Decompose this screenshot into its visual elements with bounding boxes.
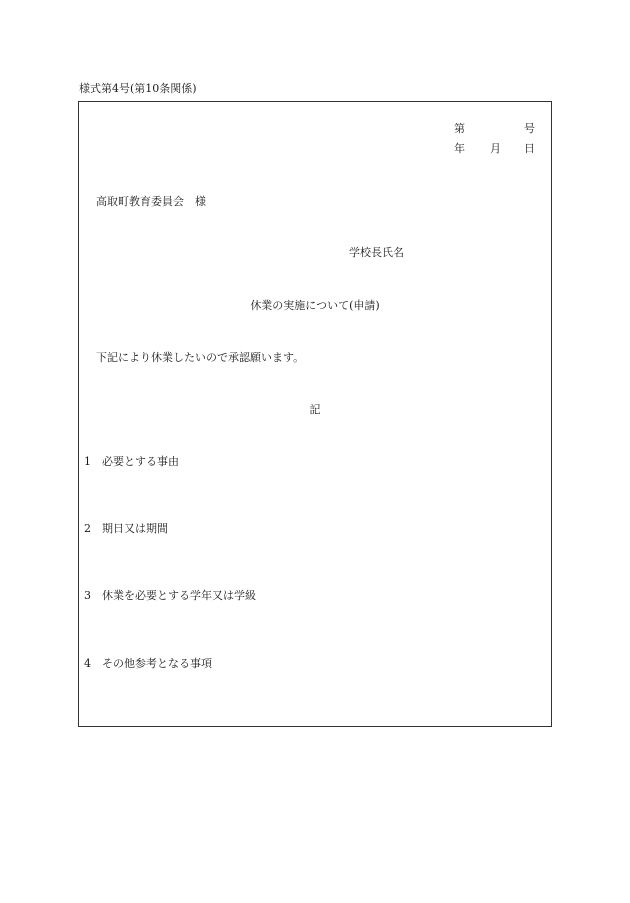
request-body: 下記により休業したいので承認願います。 <box>96 351 305 364</box>
form-number-label: 様式第4号(第10条関係) <box>79 82 197 95</box>
item-number: 4 <box>84 657 91 670</box>
item-number: 1 <box>84 455 91 468</box>
ki-heading: 記 <box>309 403 321 416</box>
item-number: 3 <box>84 589 91 602</box>
list-item <box>84 520 168 536</box>
list-item <box>84 587 256 603</box>
date-year: 年 <box>454 142 465 155</box>
addressee: 高取町教育委員会 様 <box>96 195 206 208</box>
item-text: その他参考となる事項 <box>102 657 212 670</box>
number-suffix: 号 <box>524 122 535 135</box>
principal-name-label: 学校長氏名 <box>349 246 404 259</box>
item-number: 2 <box>84 522 91 535</box>
number-prefix: 第 <box>454 122 465 135</box>
item-text: 休業を必要とする学年又は学級 <box>102 589 256 602</box>
item-text: 期日又は期間 <box>102 522 168 535</box>
item-text: 必要とする事由 <box>102 455 179 468</box>
date-month: 月 <box>490 142 501 155</box>
list-item <box>84 453 179 469</box>
list-item <box>84 655 212 671</box>
date-day: 日 <box>524 142 535 155</box>
document-title: 休業の実施について(申請) <box>250 299 380 312</box>
form-frame <box>78 101 552 727</box>
